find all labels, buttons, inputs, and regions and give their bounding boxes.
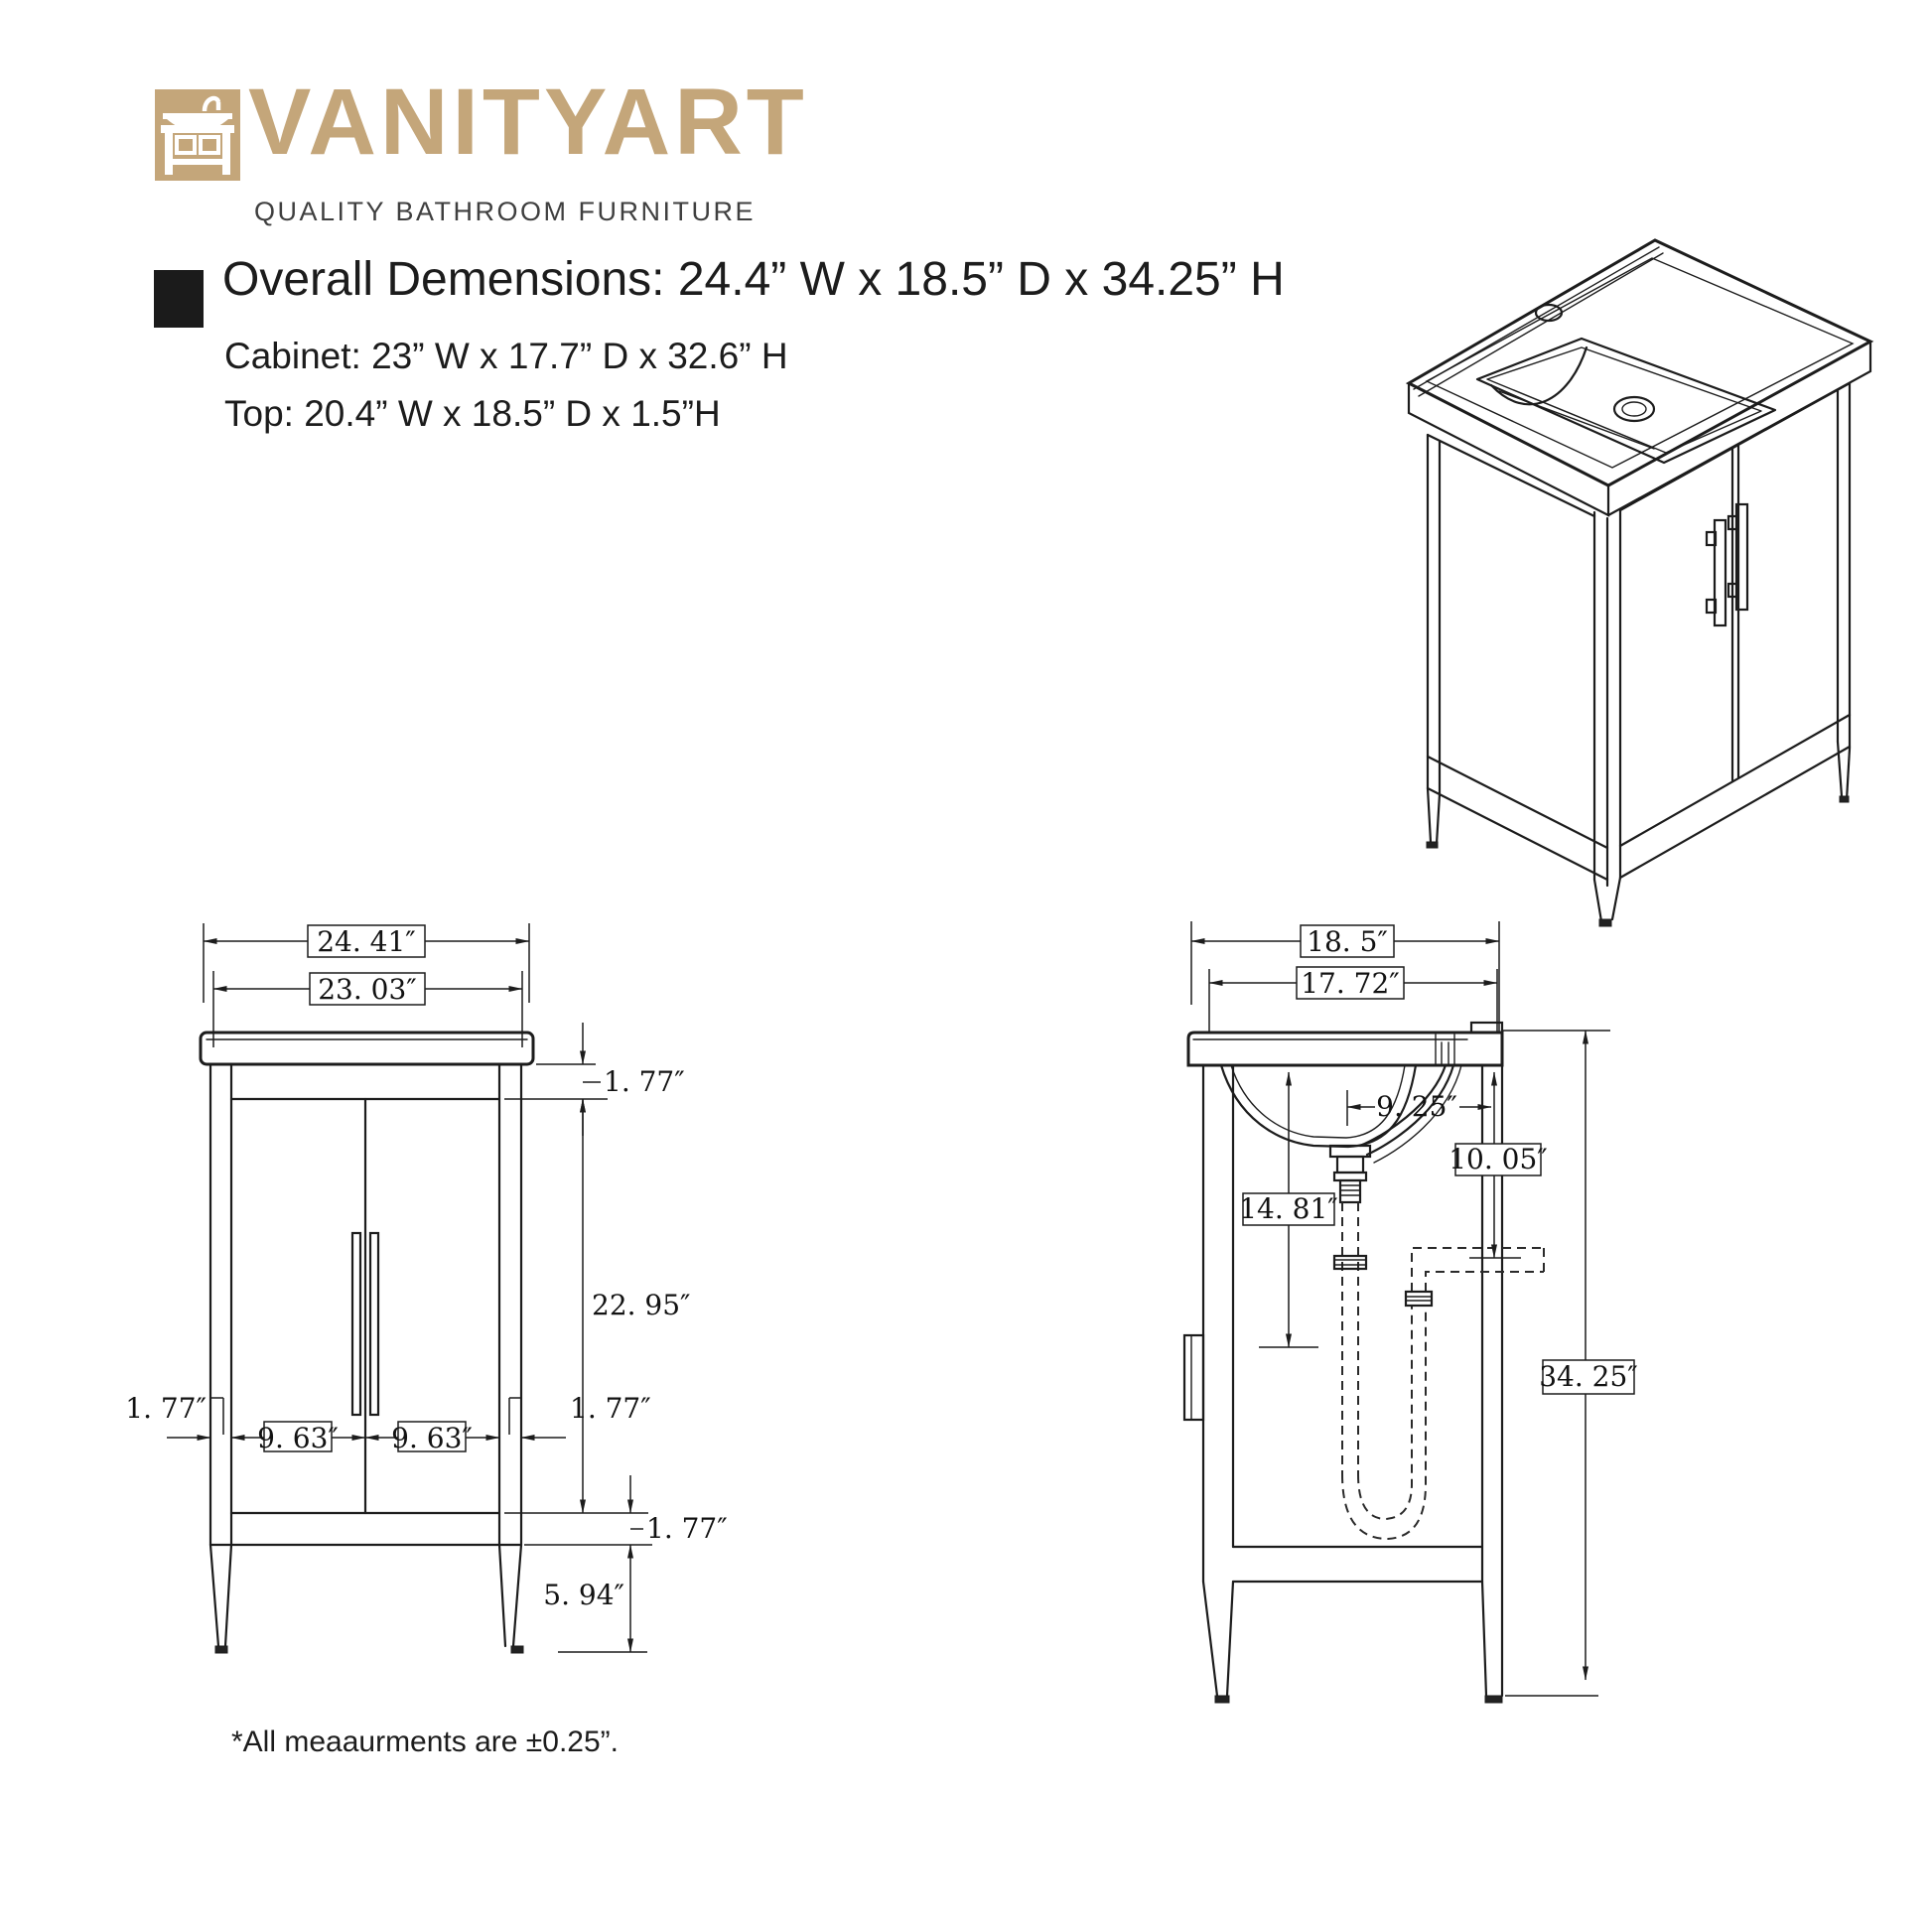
iso-faucet-hole <box>1536 305 1562 321</box>
dim-basin-offset: 9. 25″ <box>1376 1090 1457 1123</box>
iso-cabinet <box>1428 383 1850 886</box>
dim-left-stile: 1. 77″ <box>125 1392 207 1425</box>
front-door-handle-left <box>352 1233 360 1415</box>
side-handle-profile <box>1184 1335 1203 1420</box>
dim-door-left: 9. 63″ <box>257 1422 339 1454</box>
side-p-trap-plumbing <box>1342 1202 1544 1539</box>
front-cabinet-drawing <box>201 1033 533 1653</box>
dim-trap-clearance: 14. 81″ <box>1239 1192 1338 1225</box>
section-bullet <box>154 270 204 328</box>
dim-width-cabinet: 23. 03″ <box>318 973 417 1006</box>
dim-door-right: 9. 63″ <box>391 1422 473 1454</box>
isometric-view-drawing <box>1271 199 1932 973</box>
dim-top-height: 1. 77″ <box>604 1065 685 1098</box>
dim-depth-cabinet: 17. 72″ <box>1301 967 1400 1000</box>
iso-counter <box>1409 240 1870 515</box>
dim-door-height: 22. 95″ <box>592 1289 691 1321</box>
dim-width-overall: 24. 41″ <box>317 925 416 958</box>
dim-bottom-rail: 1. 77″ <box>646 1512 728 1545</box>
brand-wordmark: VANITYART <box>248 69 808 175</box>
vanityart-logo-icon <box>155 89 240 181</box>
front-view-dimension-labels <box>125 925 727 1611</box>
cabinet-dimensions-text: Cabinet: 23” W x 17.7” D x 32.6” H <box>224 336 788 376</box>
front-door-handle-right <box>370 1233 378 1415</box>
dim-leg-height: 5. 94″ <box>543 1579 624 1611</box>
top-dimensions-text: Top: 20.4” W x 18.5” D x 1.5”H <box>224 393 721 434</box>
side-cabinet-drawing <box>1184 1023 1502 1703</box>
dim-drain-outlet-height: 10. 05″ <box>1449 1143 1548 1175</box>
dim-depth-overall: 18. 5″ <box>1307 925 1388 958</box>
dim-height-overall: 34. 25″ <box>1539 1360 1638 1393</box>
dim-right-stile: 1. 77″ <box>570 1392 651 1425</box>
front-view-drawing <box>125 894 864 1688</box>
side-pipe-couplings <box>1334 1256 1432 1306</box>
overall-dimensions-text: Overall Demensions: 24.4” W x 18.5” D x 34.25” H <box>222 253 1285 306</box>
tolerance-note: *All meaaurments are ±0.25”. <box>231 1725 619 1758</box>
side-view-drawing <box>1152 894 1847 1718</box>
iso-door-handles <box>1707 504 1747 625</box>
brand-tagline: QUALITY BATHROOM FURNITURE <box>254 197 757 226</box>
